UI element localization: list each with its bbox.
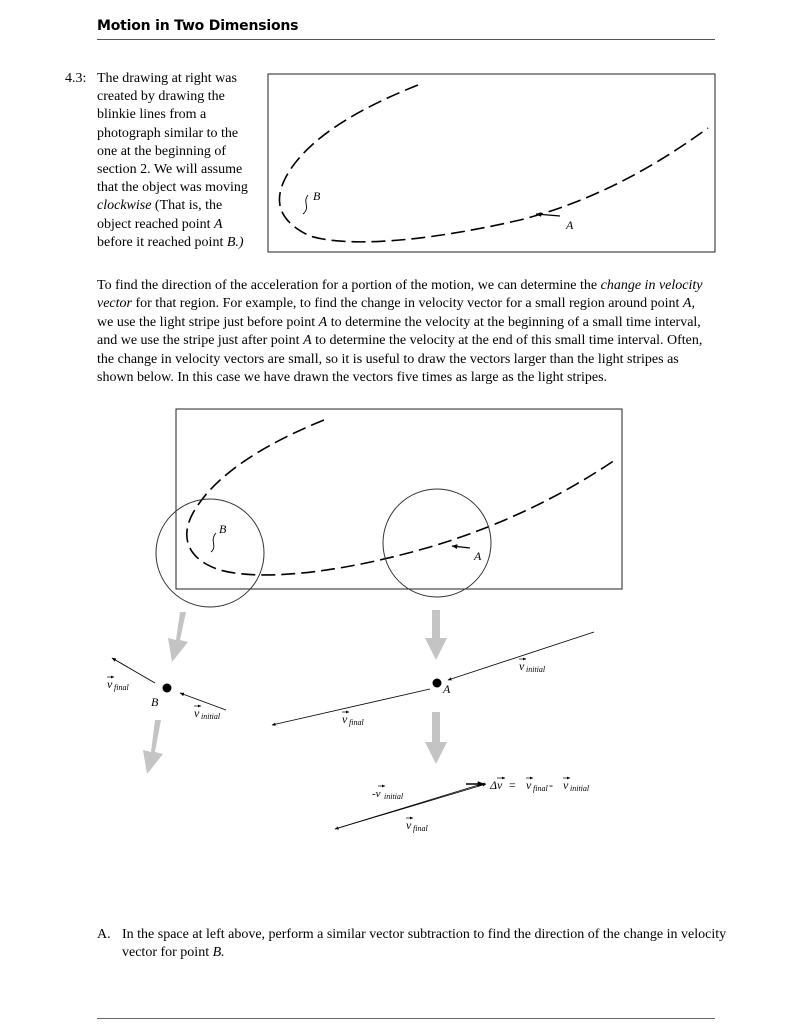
gray-arrow-right-upper [425,610,447,660]
figure-2-trajectory [156,409,622,607]
svg-text:v: v [342,712,348,726]
sum-vfinal-label [406,818,428,833]
right-vinitial-label [519,659,546,674]
problem-number: 4.3: [65,71,87,86]
svg-text:=: = [509,778,516,792]
zoom-circle-b [156,499,264,607]
explanation-paragraph: To find the direction of the acceleration for a portion of the motion, we can determine the change in velocity vector for that region. For example, to find the change in velocity vector for a small region around point A, we use the light stripe just before point A to determine the velocity at the beginning of a small time interval, and we use the stripe just after point A to determine the velocity at the end of this small time interval. Often, the change in velocity vectors are small, so it is useful to draw the vectors larger than the light stripes as shown below. In this case we have drawn the vectors five times as large as the light stripes. [97,278,703,386]
page-header-title: Motion in Two Dimensions [97,18,299,34]
point-a-dot [433,679,442,688]
gray-arrow-left-upper [168,612,188,662]
footer-divider [97,1018,715,1019]
vector-b-final [112,658,155,683]
figure-2-blinkie-b [211,533,216,552]
svg-text:final: final [114,683,129,692]
figure-2-path [187,420,615,575]
svg-text:Δv: Δv [490,778,503,792]
svg-text:v: v [194,706,200,720]
svg-text:v: v [526,778,532,792]
figure-1-blinkie-b [303,195,308,214]
delta-v-equation [489,778,590,793]
right-vfinal-label [342,712,364,727]
figure-1-label-a: A [566,218,574,232]
svg-text:v: v [519,659,525,673]
figure-1-frame [268,74,715,252]
vector-subtraction [335,778,590,833]
problem-intro: The drawing at right was created by drawing the blinkie lines from a photograph similar to the one at the beginning of section 2. We will assume that the object was moving clockwise (That is, the object reached point A before it reached point B.) [97,71,248,250]
figure-2-label-a: A [474,549,482,563]
left-b-label: B [151,695,159,709]
svg-text:initial: initial [526,665,546,674]
svg-text:-v: -v [372,788,381,800]
svg-text:v: v [107,677,113,691]
task-a [97,926,737,963]
figure-1-path [279,85,708,242]
vectors-at-b [107,658,226,721]
svg-text:v: v [563,778,569,792]
task-text: In the space at left above, perform a similar vector subtraction to find the direction of the change in velocity vector for point B. [122,927,727,961]
left-vfinal-label [107,677,129,692]
figure-2-arrow-a [452,546,470,548]
svg-text:final: final [533,784,548,793]
figure-2-frame [176,409,622,589]
task-letter: A. [97,927,111,942]
svg-text:v: v [406,818,412,832]
neg-vinitial-label [372,786,404,801]
left-vinitial-label [194,706,221,721]
figure-1-label-b: B [313,189,321,203]
gray-arrow-left-lower [143,720,163,774]
zoom-circle-a [383,489,491,597]
gray-arrow-right-lower [425,712,447,764]
svg-text:initial: initial [201,712,221,721]
gray-arrows [143,610,447,774]
svg-text:final: final [413,824,428,833]
figure-2-label-b: B [219,522,227,536]
svg-text:final: final [349,718,364,727]
svg-text:initial: initial [570,784,590,793]
svg-text:-: - [549,778,553,792]
point-b-dot [163,684,172,693]
svg-text:initial: initial [384,792,404,801]
vector-b-initial [180,693,226,710]
figure-1-trajectory [268,74,715,252]
right-a-label: A [443,682,451,696]
